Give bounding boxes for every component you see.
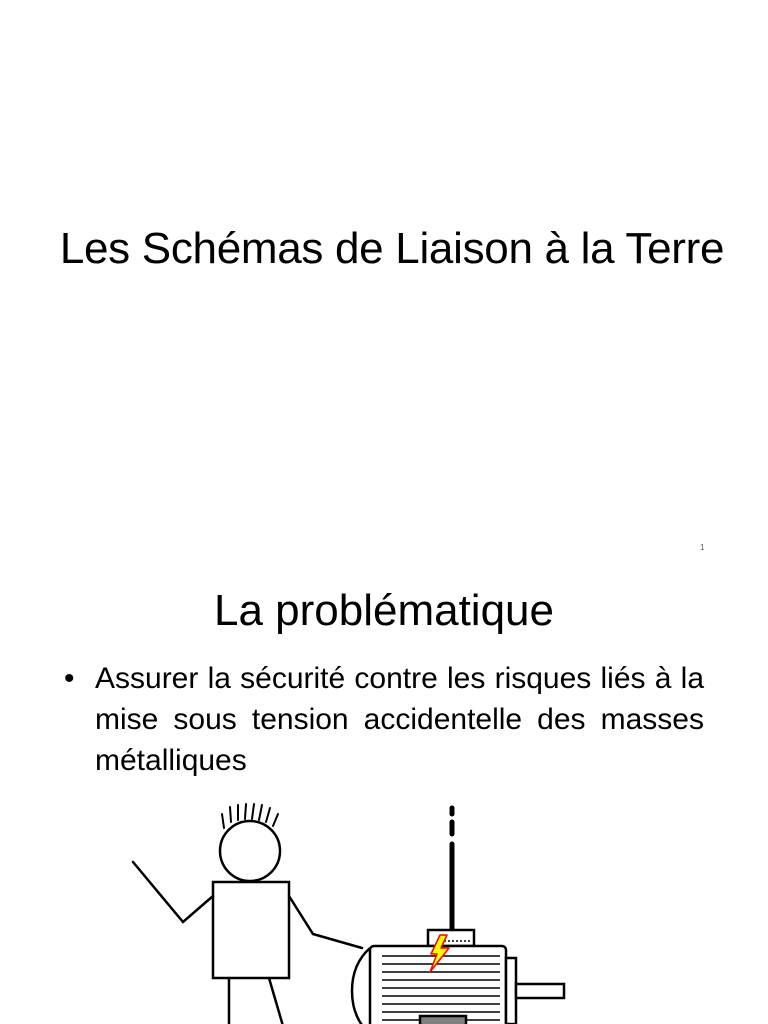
presentation-title: Les Schémas de Liaison à la Terre [59,224,725,273]
terminal-box [428,930,474,946]
page-number: 1 [700,543,705,552]
electric-motor-icon [352,930,564,1024]
right-arm [289,896,362,948]
stick-figure-icon [133,804,362,1024]
fault-illustration [0,796,768,1024]
bullet-marker: • [64,662,75,695]
left-arm [133,862,213,922]
motor-foot [420,1016,466,1024]
motor-shaft [516,984,564,998]
motor-flange [506,958,516,1024]
body [213,882,289,978]
slide-title: La problématique [213,586,554,635]
bullet-list [64,658,704,781]
head [220,821,280,881]
bullet-text: Assurer la sécurité contre les risques liés à la mise sous tension accidentelle des masses métalliques [95,662,704,777]
motor-end-cap [352,948,370,1024]
problem-slide [0,560,768,1024]
right-leg [269,978,283,1024]
bullet-item [64,658,704,781]
